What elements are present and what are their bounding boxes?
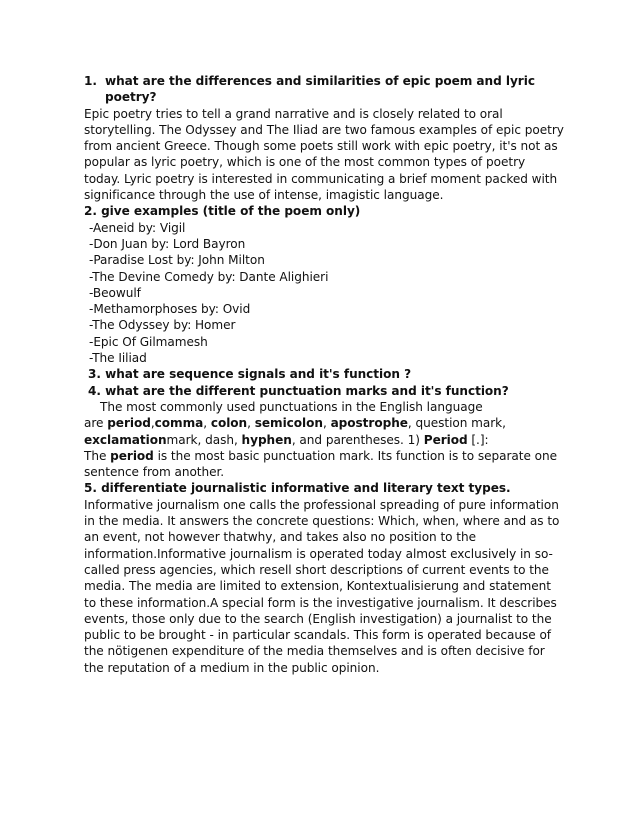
question-2-heading: 2. give examples (title of the poem only): [84, 204, 361, 219]
example-item: -The Iiliad: [89, 351, 147, 366]
term-hyphen: hyphen: [241, 432, 292, 447]
example-item: -Methamorphoses by: Ovid: [89, 302, 251, 317]
example-item: -Aeneid by: Vigil: [89, 220, 186, 235]
text-span: ,: [150, 416, 155, 431]
term-period: period: [107, 416, 151, 431]
example-item: -Beowulf: [89, 285, 141, 300]
term-exclamation: exclamation: [84, 432, 167, 447]
text-span: mark, dash,: [166, 432, 242, 447]
question-1-number: 1.: [84, 74, 97, 88]
term-semicolon: semicolon: [254, 416, 323, 431]
punctuation-intro: The most commonly used punctuations in the English language: [100, 399, 483, 414]
text-span: , question mark,: [407, 416, 506, 431]
text-span: , and parentheses. 1): [291, 432, 424, 447]
text-span: ,: [322, 416, 331, 431]
example-item: -Don Juan by: Lord Bayron: [89, 236, 246, 251]
text-span: The: [84, 448, 111, 463]
term-colon: colon: [210, 416, 248, 431]
question-3-heading: 3. what are sequence signals and it's function ?: [88, 367, 412, 382]
term-comma: comma: [154, 416, 204, 431]
text-span: is the most basic punctuation mark. Its function is to separate one sentence from another.: [84, 448, 558, 480]
question-1-heading: [84, 73, 564, 106]
question-1-answer: Epic poetry tries to tell a grand narrative and is closely related to oral storytelling. The Odyssey and The Iliad are two famous examples of epic poetry from ancient Greece. Though some poets still work with epic poetry, it's not as popular as lyric poetry, which is one of the most common types of poetry today. Lyric poetry is interested in communicating a brief moment packed with significance through the use of intense, imagistic language.: [84, 106, 564, 203]
example-item: -The Odyssey by: Homer: [89, 318, 236, 333]
text-span: ,: [203, 416, 211, 431]
period-description: [84, 448, 564, 481]
example-item: -Paradise Lost by: John Milton: [89, 253, 265, 268]
examples-list: [84, 220, 564, 367]
question-1-title: what are the differences and similarities of epic poem and lyric poetry?: [105, 74, 535, 105]
text-span: ,: [247, 416, 255, 431]
question-4-heading: 4. what are the different punctuation marks and it's function?: [88, 383, 509, 398]
period-symbol: [.]:: [467, 432, 489, 447]
text-span: are: [84, 416, 108, 431]
example-item: -Epic Of Gilmamesh: [89, 334, 208, 349]
document-body: [84, 73, 564, 676]
punctuation-list: [84, 415, 564, 448]
example-item: -The Devine Comedy by: Dante Alighieri: [89, 269, 329, 284]
question-5-heading: 5. differentiate journalistic informative and literary text types.: [84, 481, 511, 496]
question-5-answer: Informative journalism one calls the professional spreading of pure information in the media. It answers the concrete questions: Which, when, where and as to an event, not however thatwhy, and takes also no position to the information.Informative journalism is operated today almost exclusively in so-called press agencies, which resell short descriptions of current events to the media. The media are limited to extension, Kontextualisierung and statement to these information.A special form is the investigative journalism. It describes events, those only due to the search (English investigation) a journalist to the public to be brought - in particular scandals. This form is operated because of the nötigenen expenditure of the media themselves and is often decisive for the reputation of a medium in the public opinion.: [84, 497, 560, 675]
period-heading: Period: [423, 432, 468, 447]
term-period: period: [110, 448, 154, 463]
term-apostrophe: apostrophe: [330, 416, 408, 431]
